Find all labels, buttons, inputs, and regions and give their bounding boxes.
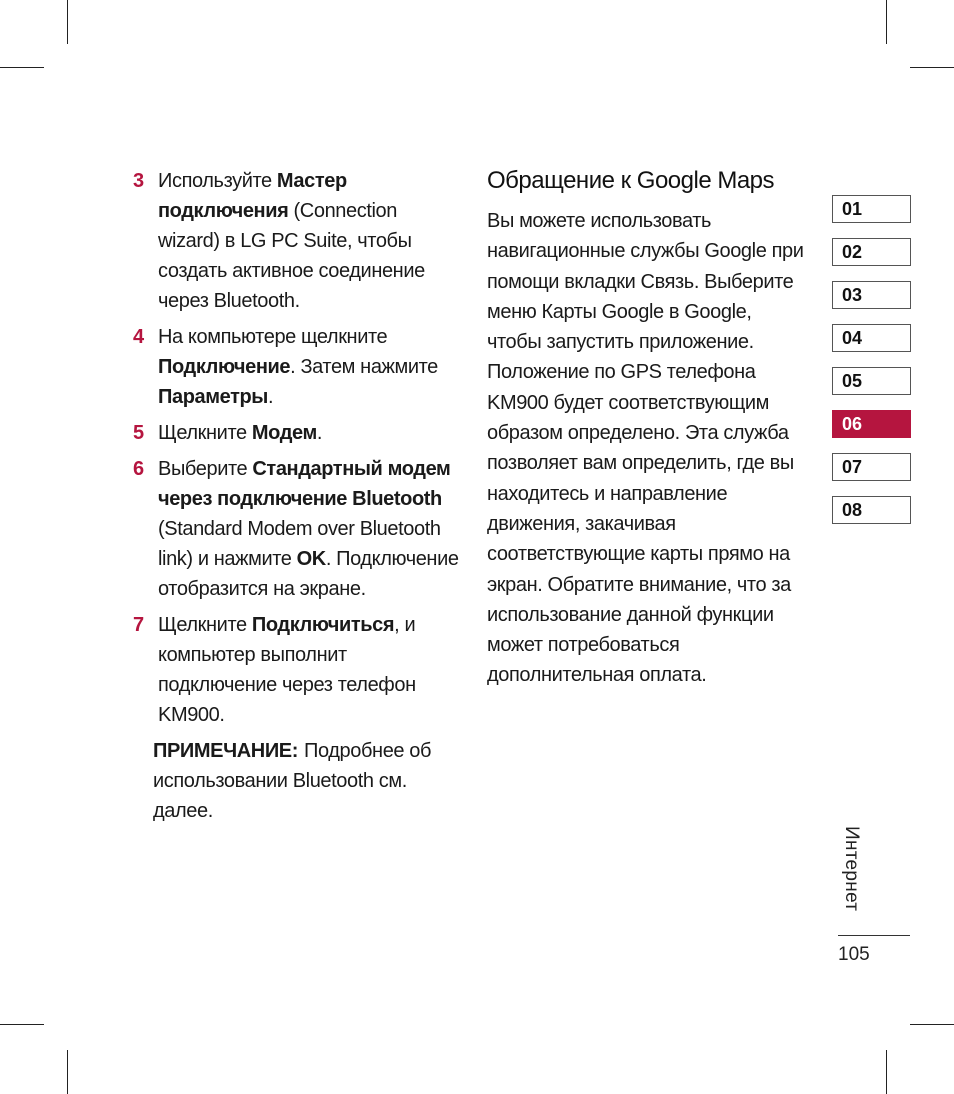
step-number: 5 [133,422,144,444]
step-item [133,418,463,448]
steps-column [133,166,463,826]
step-text: Щелкните Модем. [158,422,323,444]
step-text: Выберите Стандартный модем через подключение Bluetooth (Standard Modem over Bluetooth link) и нажмите OK. Подключение отобразится на экране. [158,458,459,600]
step-text: Используйте Мастер подключения (Connection wizard) в LG PC Suite, чтобы создать активное соединение через Bluetooth. [158,170,425,312]
chapter-tab-03[interactable]: 03 [832,281,911,309]
step-number: 3 [133,170,144,192]
chapter-tab-07[interactable]: 07 [832,453,911,481]
step-text: На компьютере щелкните Подключение. Затем нажмите Параметры. [158,326,438,408]
step-number: 4 [133,326,144,348]
section-heading: Обращение к Google Maps [487,167,775,194]
crop-mark [910,1024,954,1025]
crop-mark [886,0,887,44]
step-item [133,610,463,730]
chapter-tab-05[interactable]: 05 [832,367,911,395]
step-item [133,322,463,412]
step-number: 6 [133,458,144,480]
chapter-tabs [832,195,911,539]
page-number-rule [838,935,910,936]
crop-mark [886,1050,887,1094]
chapter-tab-02[interactable]: 02 [832,238,911,266]
crop-mark [0,67,44,68]
page-number: 105 [838,944,870,965]
crop-mark [67,1050,68,1094]
steps-list [133,166,463,730]
chapter-tab-01[interactable]: 01 [832,195,911,223]
crop-mark [67,0,68,44]
chapter-tab-08[interactable]: 08 [832,496,911,524]
google-maps-section [487,164,807,691]
step-text: Щелкните Подключиться, и компьютер выполнит подключение через телефон KM900. [158,614,416,726]
chapter-tab-04[interactable]: 04 [832,324,911,352]
note-label: ПРИМЕЧАНИЕ: [153,740,299,762]
note-block [133,736,463,826]
step-item [133,454,463,604]
step-number: 7 [133,614,144,636]
note-text: Подробнее об использовании Bluetooth см. далее. [153,740,432,822]
section-label: Интернет [841,826,862,912]
chapter-tab-06[interactable]: 06 [832,410,911,438]
step-item [133,166,463,316]
section-body: Вы можете использовать навигационные службы Google при помощи вкладки Связь. Выберите меню Карты Google в Google, чтобы запустить приложение. Положение по GPS телефона KM900 будет соответствующим образом определено. Эта служба позволяет вам определить, где вы находитесь и направление движения, закачивая соответствующие карты прямо на экран. Обратите внимание, что за использование данной функции может потребоваться дополнительная оплата. [487,210,804,687]
crop-mark [910,67,954,68]
crop-mark [0,1024,44,1025]
